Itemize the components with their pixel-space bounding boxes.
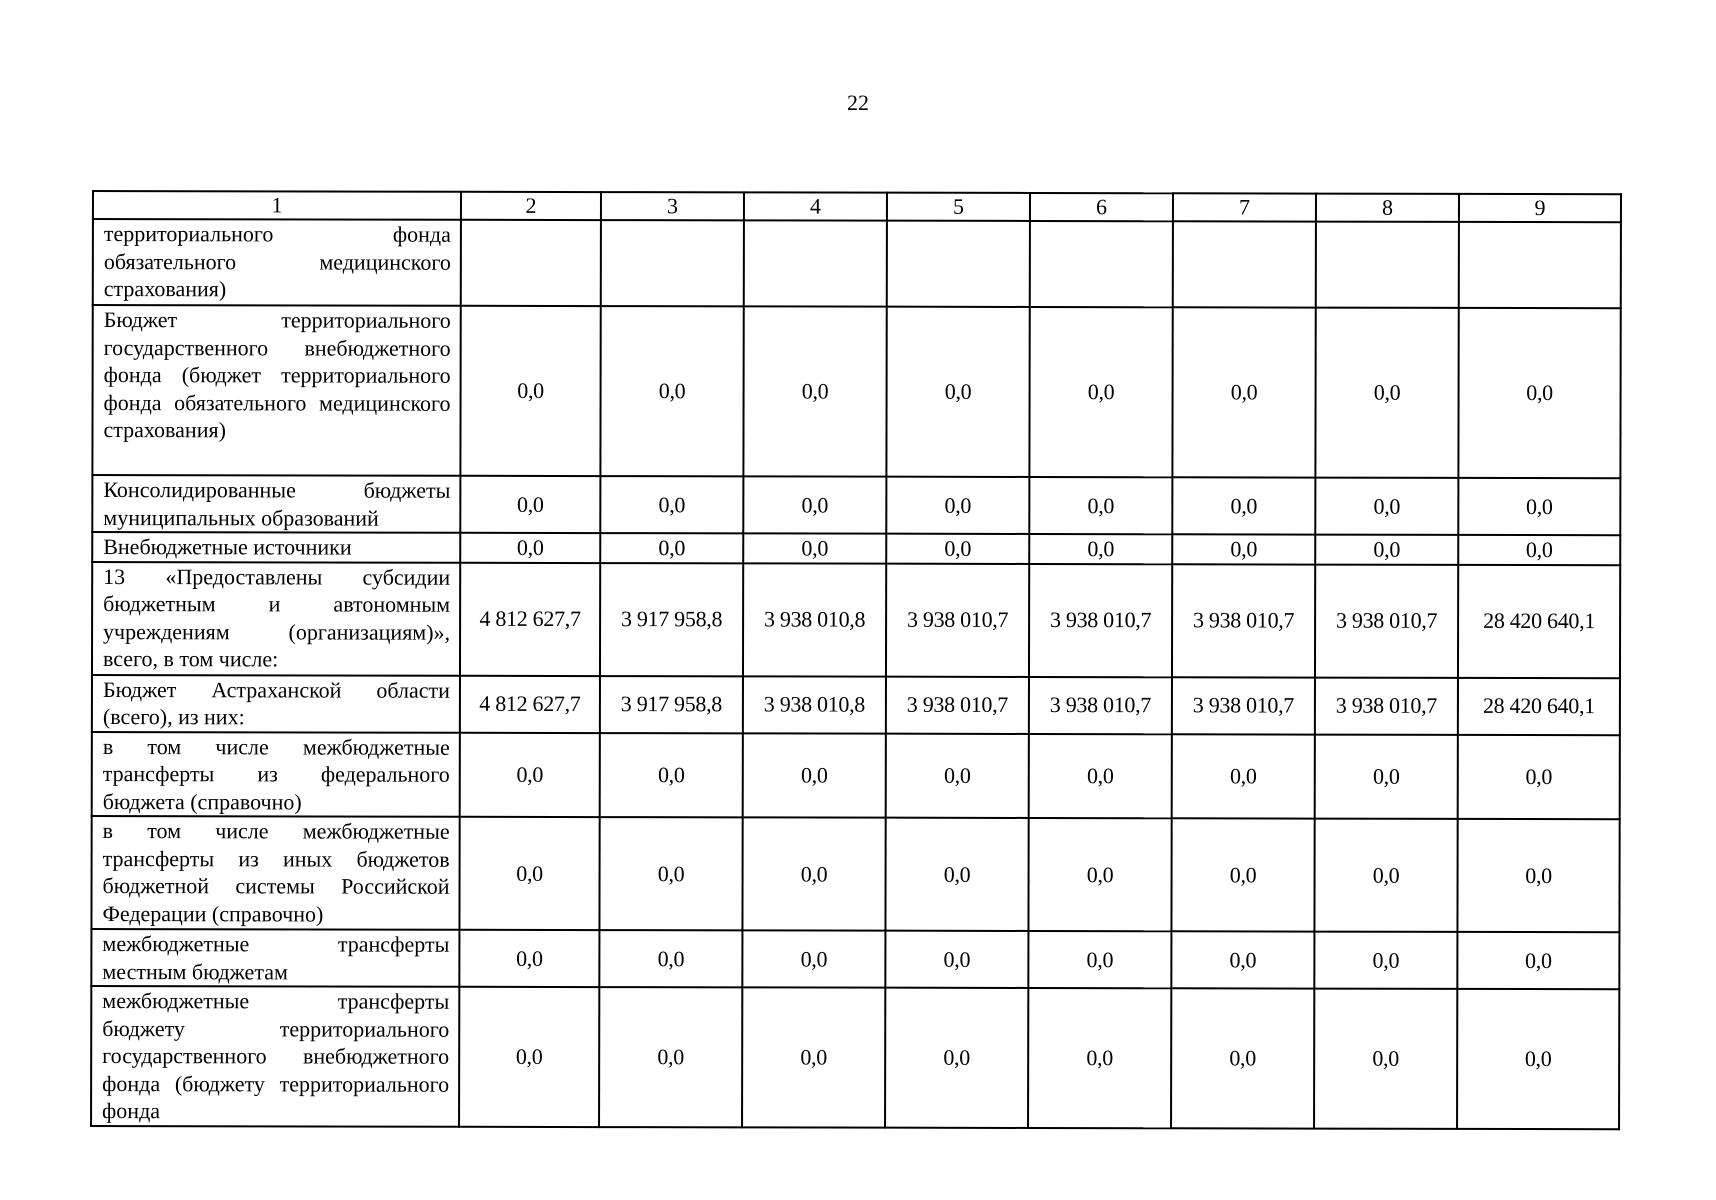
table-cell: 0,0 bbox=[1458, 535, 1620, 565]
table-cell: 0,0 bbox=[1171, 931, 1314, 988]
table-cell: 0,0 bbox=[1029, 733, 1172, 818]
table-cell: 3 938 010,7 bbox=[886, 676, 1029, 733]
table-cell: 28 420 640,1 bbox=[1458, 564, 1620, 677]
table-cell: 4 812 627,7 bbox=[460, 562, 600, 675]
table-cell bbox=[744, 220, 887, 306]
table-cell: 0,0 bbox=[1171, 818, 1314, 931]
table-cell: 0,0 bbox=[1315, 535, 1458, 565]
row-label: Внебюджетные источники bbox=[92, 532, 460, 562]
table-cell: 0,0 bbox=[1314, 989, 1457, 1129]
table-cell: 0,0 bbox=[886, 733, 1029, 818]
table-cell bbox=[601, 220, 744, 306]
table-row bbox=[92, 562, 1620, 678]
row-label: в том числе межбюджетные трансферты из иных бюджетов бюджетной системы Российской Федерации (справочно) bbox=[91, 816, 459, 930]
column-header: 6 bbox=[1030, 193, 1173, 221]
table-cell: 0,0 bbox=[1172, 534, 1315, 564]
table-cell: 0,0 bbox=[460, 476, 600, 533]
table-cell: 3 938 010,7 bbox=[1172, 564, 1315, 677]
table-row bbox=[91, 816, 1619, 932]
table-cell: 3 917 958,8 bbox=[600, 563, 743, 676]
table-cell: 0,0 bbox=[885, 931, 1028, 988]
table-cell: 0,0 bbox=[1315, 308, 1458, 478]
row-label: межбюджетные трансферты бюджету территориального государственного внебюджетного фонда (бюджету территориального фонда bbox=[91, 986, 459, 1127]
row-label: Консолидированные бюджеты муниципальных образований bbox=[92, 475, 460, 533]
table-cell: 3 938 010,8 bbox=[743, 563, 886, 676]
table-cell: 0,0 bbox=[1171, 988, 1314, 1128]
table-cell: 0,0 bbox=[1028, 818, 1171, 931]
table-cell: 0,0 bbox=[1028, 988, 1171, 1128]
table-cell: 0,0 bbox=[600, 476, 743, 533]
table-cell: 0,0 bbox=[1315, 478, 1458, 535]
table-cell: 0,0 bbox=[1315, 734, 1458, 819]
table-row bbox=[92, 305, 1620, 478]
table-cell bbox=[1459, 222, 1621, 308]
table-cell bbox=[1173, 221, 1316, 307]
table-cell: 0,0 bbox=[886, 477, 1029, 534]
table-cell: 3 938 010,8 bbox=[743, 676, 886, 733]
row-label: в том числе межбюджетные трансферты из федерального бюджета (справочно) bbox=[92, 732, 460, 817]
table-cell: 0,0 bbox=[600, 533, 743, 563]
row-label: Бюджет Астраханской области (всего), из них: bbox=[92, 675, 460, 733]
table-cell: 0,0 bbox=[1458, 308, 1620, 478]
table-cell: 0,0 bbox=[1172, 734, 1315, 819]
row-label: 13 «Предоставлены субсидии бюджетным и автономным учреждениям (организациям)», всего, в том числе: bbox=[92, 562, 460, 676]
table-row bbox=[92, 675, 1620, 735]
table-cell bbox=[461, 220, 601, 306]
table-cell bbox=[1316, 222, 1459, 308]
table-cell: 0,0 bbox=[742, 930, 885, 987]
column-header: 4 bbox=[744, 192, 887, 220]
column-header: 5 bbox=[887, 193, 1030, 221]
row-label: территориального фонда обязательного медицинского страхования) bbox=[93, 219, 461, 306]
table-header-row bbox=[93, 191, 1621, 222]
table-cell: 0,0 bbox=[743, 733, 886, 818]
table-cell: 0,0 bbox=[599, 987, 742, 1127]
column-header: 2 bbox=[461, 192, 601, 220]
table-cell: 0,0 bbox=[885, 988, 1028, 1128]
table-cell: 0,0 bbox=[1314, 932, 1457, 989]
table-cell: 3 938 010,7 bbox=[1172, 677, 1315, 734]
budget-table bbox=[90, 190, 1622, 1130]
table-cell: 3 938 010,7 bbox=[1029, 563, 1172, 676]
table-cell: 0,0 bbox=[460, 533, 600, 563]
table-cell: 0,0 bbox=[885, 818, 1028, 931]
column-header: 7 bbox=[1173, 193, 1316, 221]
table-cell: 0,0 bbox=[1172, 477, 1315, 534]
table-cell: 3 917 958,8 bbox=[600, 676, 743, 733]
table-cell: 0,0 bbox=[599, 817, 742, 930]
table-cell: 0,0 bbox=[459, 987, 599, 1127]
table-cell: 0,0 bbox=[742, 817, 885, 930]
row-label: Бюджет территориального государственного внебюджетного фонда (бюджет территориального фонда обязательного медицинского страхования) bbox=[92, 305, 460, 476]
table-cell: 0,0 bbox=[459, 817, 599, 930]
table-cell bbox=[887, 221, 1030, 307]
table-cell: 0,0 bbox=[459, 930, 599, 987]
table-cell: 4 812 627,7 bbox=[460, 675, 600, 732]
table-cell: 0,0 bbox=[1458, 478, 1620, 535]
table-row bbox=[92, 732, 1620, 820]
table-cell: 0,0 bbox=[460, 306, 600, 476]
table-cell: 0,0 bbox=[1029, 477, 1172, 534]
table-cell: 0,0 bbox=[1028, 931, 1171, 988]
page-number: 22 bbox=[847, 90, 869, 115]
table-cell: 0,0 bbox=[886, 534, 1029, 564]
column-header: 3 bbox=[601, 192, 744, 220]
table-cell: 3 938 010,7 bbox=[1315, 564, 1458, 677]
table-row bbox=[92, 475, 1620, 535]
table-row bbox=[91, 986, 1619, 1129]
table-cell: 0,0 bbox=[599, 930, 742, 987]
table-cell: 3 938 010,7 bbox=[1315, 677, 1458, 734]
table-cell: 0,0 bbox=[743, 476, 886, 533]
column-header: 9 bbox=[1459, 194, 1621, 222]
table-cell: 0,0 bbox=[1314, 819, 1457, 932]
table-cell: 3 938 010,7 bbox=[886, 563, 1029, 676]
table-cell: 0,0 bbox=[743, 533, 886, 563]
table-cell: 0,0 bbox=[1029, 307, 1172, 477]
table-row bbox=[92, 532, 1620, 565]
table-cell: 0,0 bbox=[1457, 989, 1619, 1129]
table-cell: 0,0 bbox=[1457, 932, 1619, 989]
table-cell: 0,0 bbox=[742, 987, 885, 1127]
table-cell: 28 420 640,1 bbox=[1458, 677, 1620, 734]
column-header: 8 bbox=[1316, 194, 1459, 222]
table-row bbox=[91, 929, 1619, 989]
table-row bbox=[93, 219, 1621, 308]
table-cell bbox=[1030, 221, 1173, 307]
table-cell: 0,0 bbox=[1457, 819, 1619, 932]
table-cell: 3 938 010,7 bbox=[1029, 676, 1172, 733]
table-cell: 0,0 bbox=[460, 732, 600, 817]
table-cell: 0,0 bbox=[743, 306, 886, 476]
table-cell: 0,0 bbox=[886, 307, 1029, 477]
table-cell: 0,0 bbox=[1458, 734, 1620, 819]
table-cell: 0,0 bbox=[600, 306, 743, 476]
table-cell: 0,0 bbox=[600, 733, 743, 818]
table-cell: 0,0 bbox=[1172, 307, 1315, 477]
table-cell: 0,0 bbox=[1029, 534, 1172, 564]
column-header: 1 bbox=[93, 191, 461, 220]
row-label: межбюджетные трансферты местным бюджетам bbox=[91, 929, 459, 987]
